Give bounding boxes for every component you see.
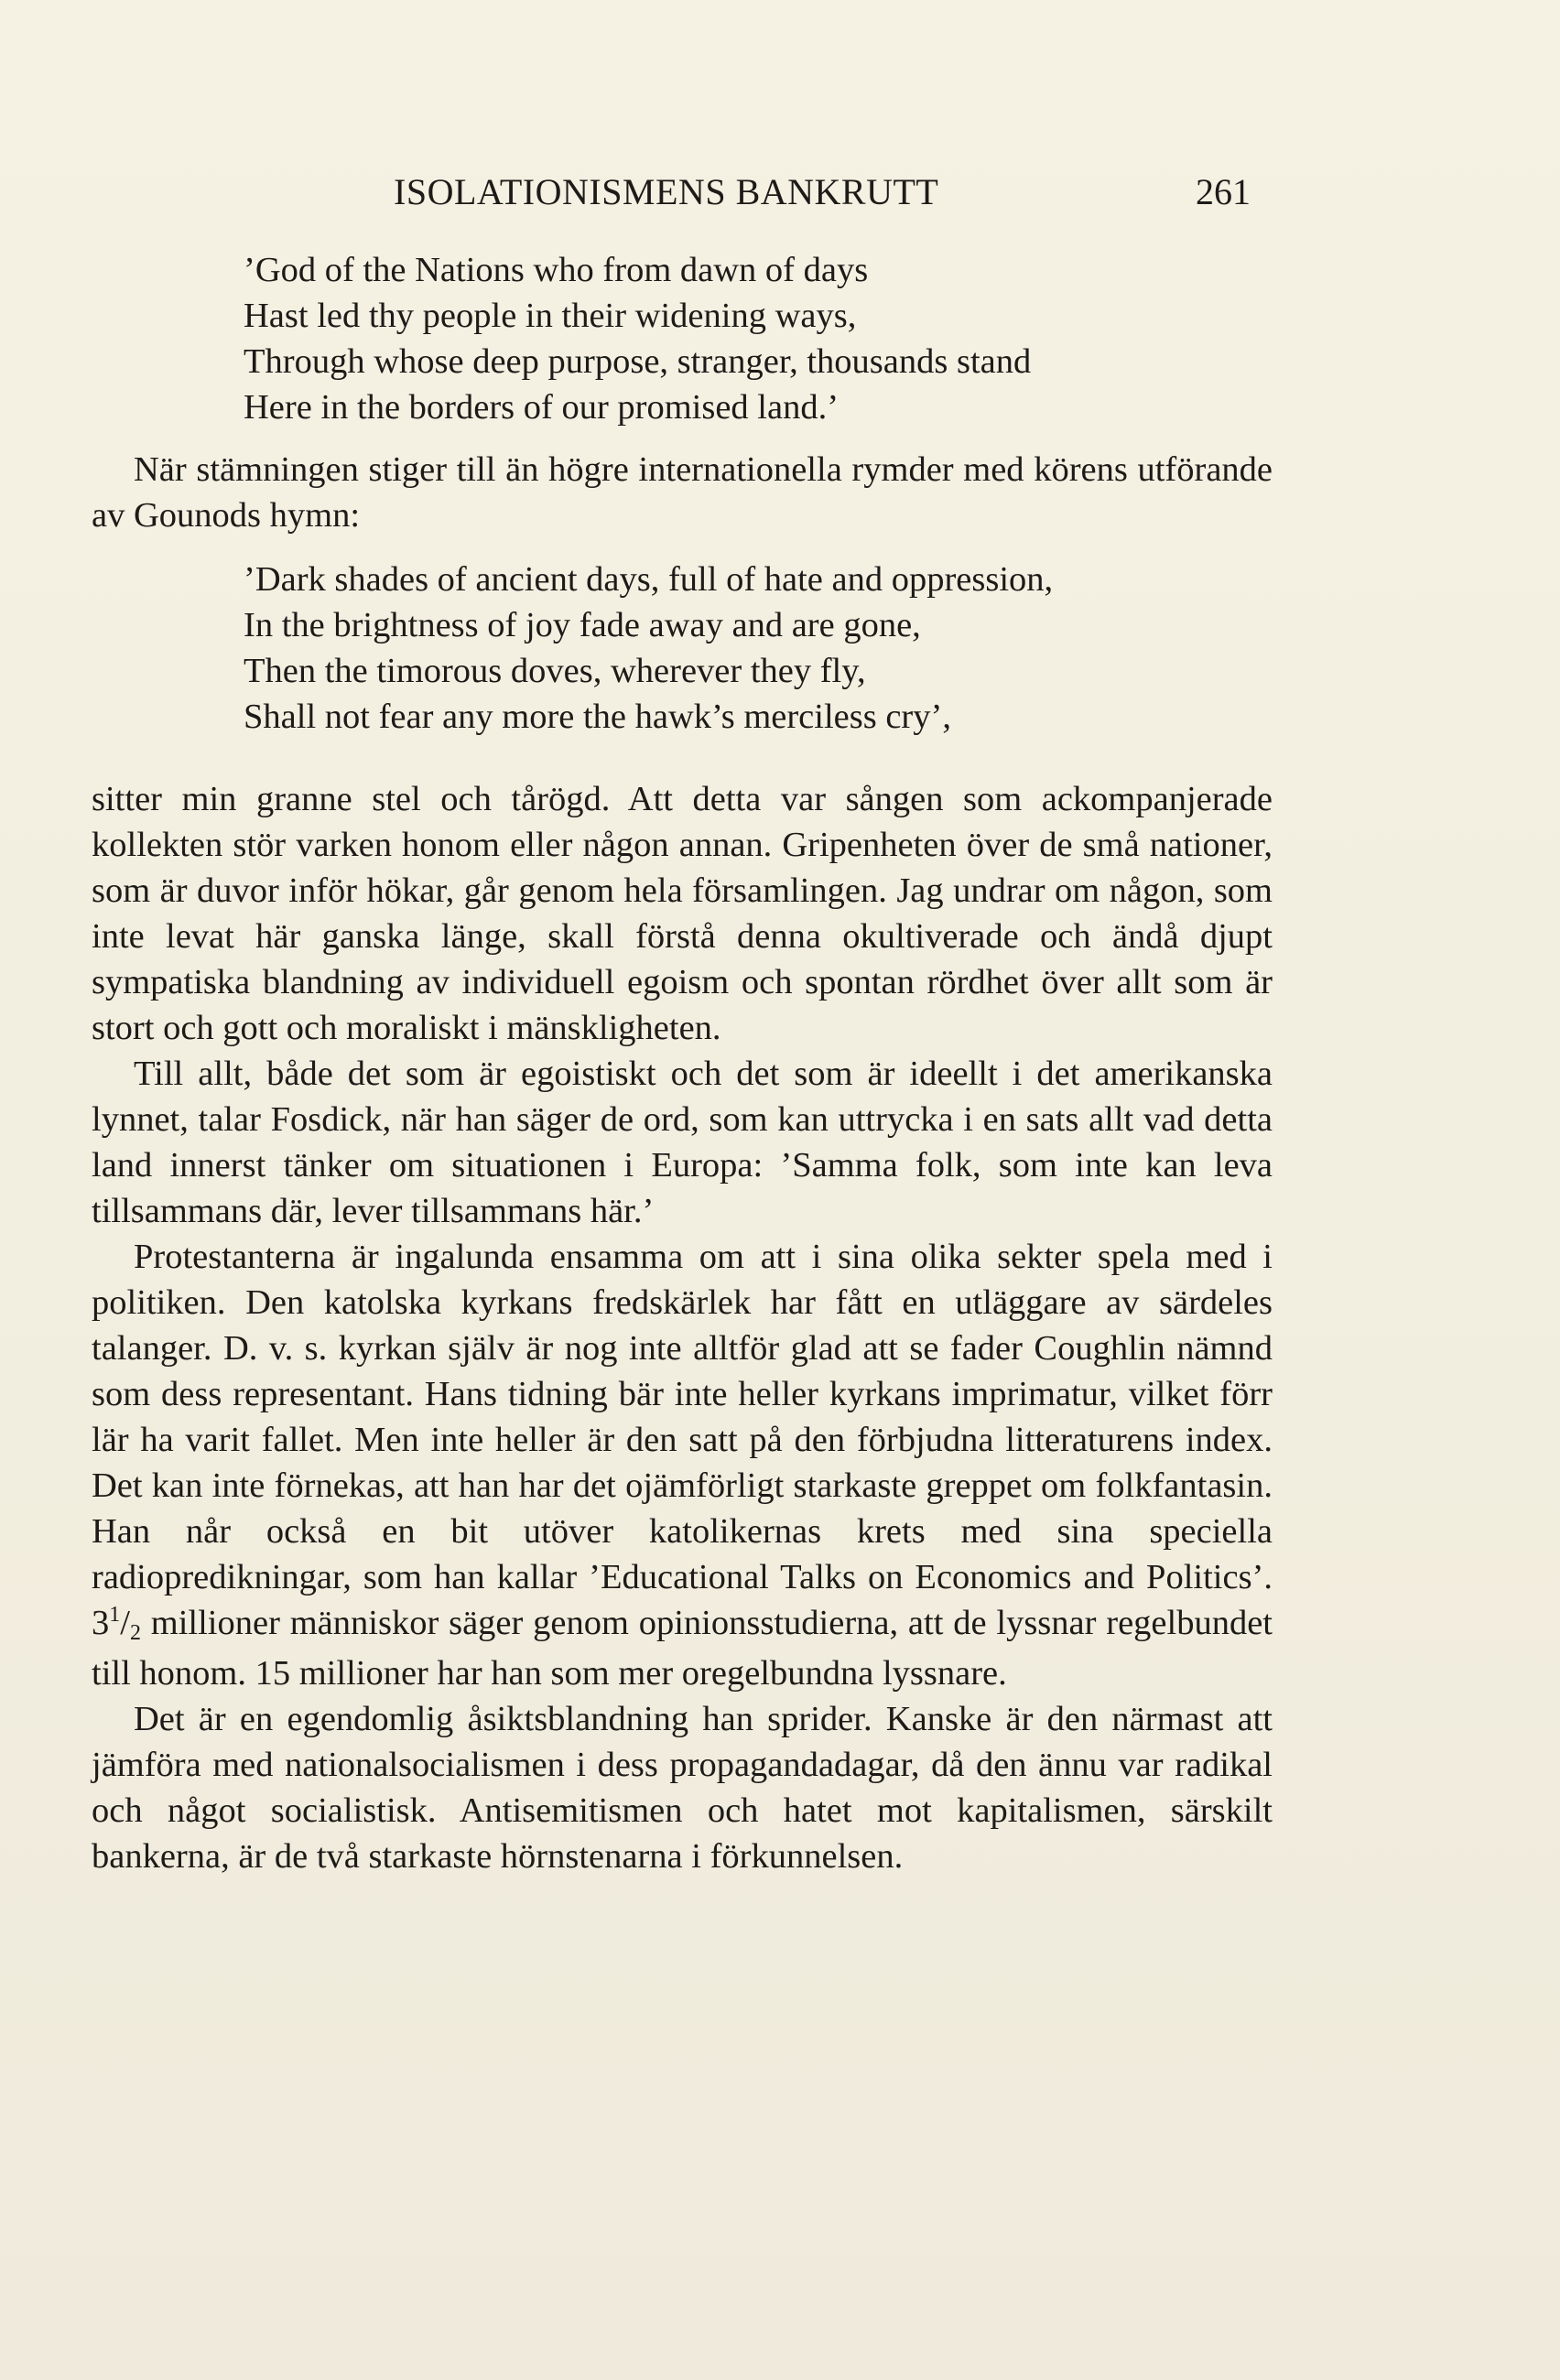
verse-line: In the brightness of joy fade away and are gone, (244, 606, 921, 644)
paragraph-1: När stämningen stiger till än högre internationella rymder med körens utförande av Gounods hymn: (92, 450, 1273, 535)
paragraph-4-text-before: Protestanterna är ingalunda ensamma om att i sina olika sekter spela med i politiken. Den katolska kyrkans fredskärlek har fått en utläggare av särdeles talanger. D. v. s. kyrkan själv är nog inte alltför glad att se fader Coughlin nämnd som dess representant. Hans tidning bär inte heller kyrkans imprimatur, vilket förr lär ha varit fallet. Men inte heller är den satt på den förbjudna litteraturens index. Det kan inte förnekas, att han har det ojämförligt starkaste greppet om folkfantasin. Han når också en bit utöver katolikernas krets med sina speciella radiopredikningar, som han kallar ’Educational Talks on Economics and Politics’. (92, 1238, 1273, 1596)
page-number: 261 (1196, 171, 1251, 212)
verse-quote-2 (92, 557, 1273, 740)
verse-line: Through whose deep purpose, stranger, thousands stand (244, 342, 1032, 381)
verse-quote-1 (92, 247, 1273, 430)
verse-line: ’God of the Nations who from dawn of days (244, 251, 869, 289)
paragraph-4 (92, 1234, 1273, 1696)
fraction-numerator: 1 (109, 1603, 121, 1627)
verse-line: Shall not fear any more the hawk’s merciless cry’, (244, 698, 951, 736)
fraction-separator: / (120, 1604, 130, 1642)
verse-line: Hast led thy people in their widening ways, (244, 297, 857, 335)
paragraph-2: sitter min granne stel och tårögd. Att detta var sången som ackompanjerade kollekten stör varken honom eller någon annan. Gripenheten över de små nationer, som är duvor inför hökar, går genom hela församlingen. Jag undrar om någon, som inte levat här ganska länge, skall förstå denna okultiverade och ändå djupt sympatiska blandning av individuell egoism och spontan rördhet över allt som är stort och gott och moraliskt i mänskligheten. (92, 780, 1273, 1047)
paragraph-5: Det är en egendomlig åsiktsblandning han sprider. Kanske är den närmast att jämföra med nationalsocialismen i dess propagandadagar, då den ännu var radikal och något socialistisk. Antisemitismen och hatet mot kapitalismen, särskilt bankerna, är de två starkaste hörnstenarna i förkunnelsen. (92, 1700, 1273, 1876)
page-header (0, 170, 1560, 225)
paragraph-3: Till allt, både det som är egoistiskt och det som är ideellt i det amerikanska lynnet, talar Fosdick, när han säger de ord, som kan uttrycka i en sats allt vad detta land innerst tänker om situationen i Europa: ’Samma folk, som inte kan leva tillsammans där, lever tillsammans här.’ (92, 1055, 1273, 1230)
verse-line: ’Dark shades of ancient days, full of hate and oppression, (244, 560, 1054, 599)
running-title: ISOLATIONISMENS BANKRUTT (394, 171, 939, 212)
verse-line: Here in the borders of our promised land.’ (244, 388, 840, 427)
body-text (92, 247, 1273, 1879)
fraction-whole: 3 (92, 1604, 110, 1642)
fraction-denominator: 2 (129, 1621, 141, 1645)
paragraph-4-text-after: millioner människor säger genom opinionsstudierna, att de lyssnar regelbundet till honom. 15 millioner har han som mer oregelbundna lyssnare. (92, 1604, 1273, 1693)
verse-line: Then the timorous doves, wherever they fly, (244, 652, 866, 690)
